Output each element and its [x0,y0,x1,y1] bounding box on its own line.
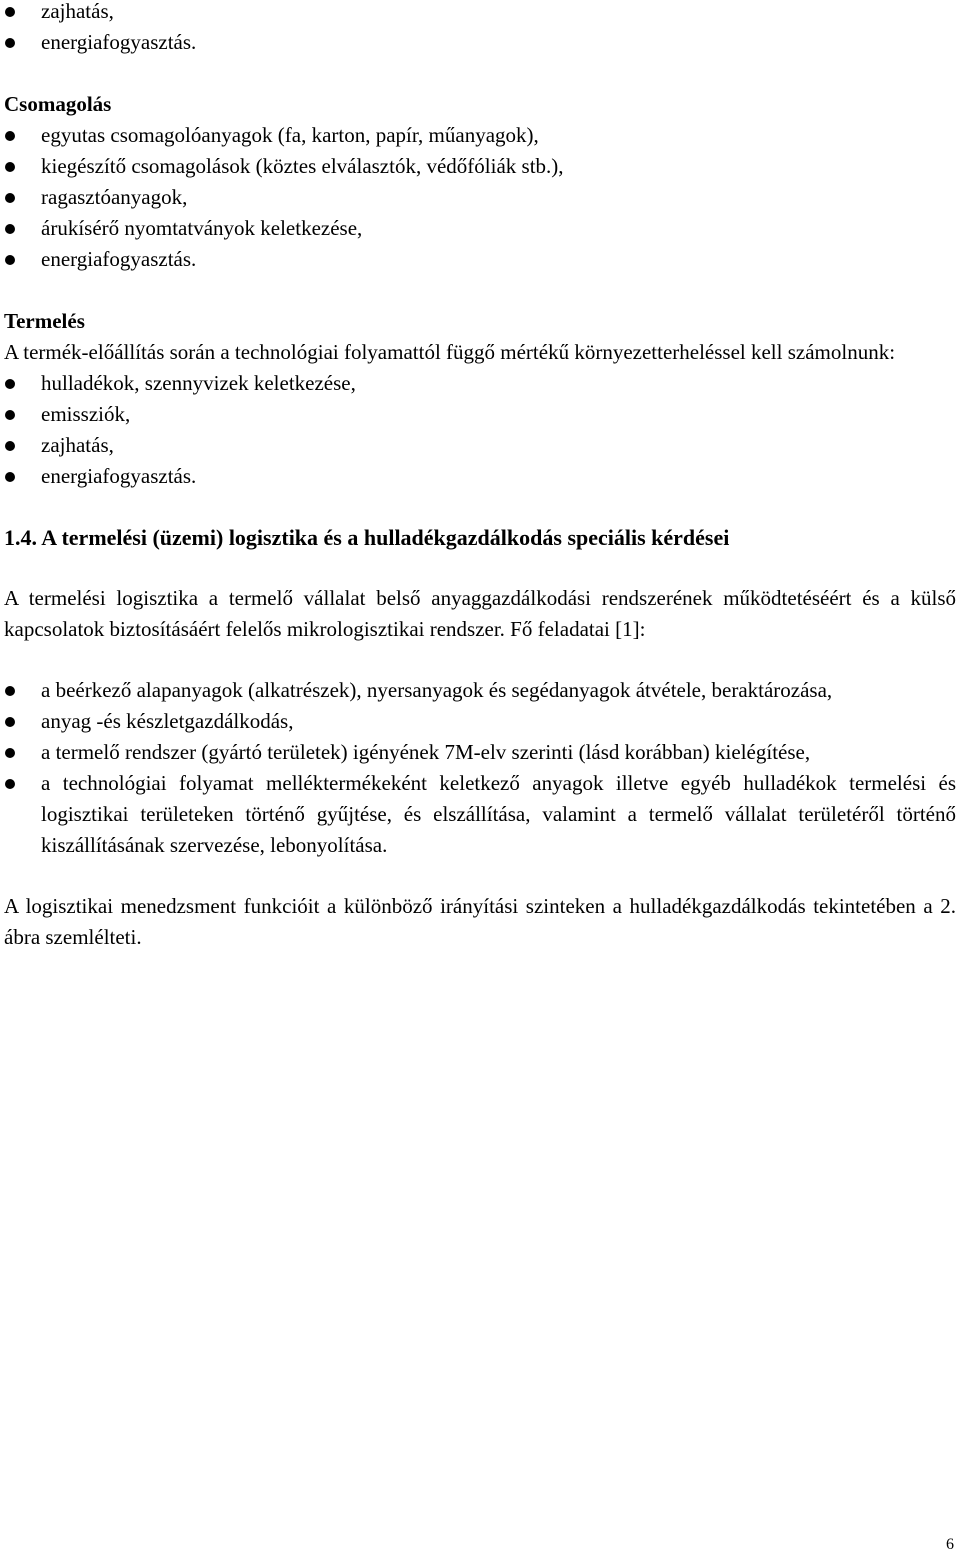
page-number: 6 [946,1536,954,1553]
top-bullet-list [4,0,956,58]
list-item: kiegészítő csomagolások (köztes elválasztók, védőfóliák stb.), [4,151,956,182]
list-item: zajhatás, [4,430,956,461]
closing-paragraph: A logisztikai menedzsment funkcióit a különböző irányítási szinteken a hulladékgazdálkodás tekintetében a 2. ábra szemlélteti. [4,894,956,949]
list-item: a technológiai folyamat melléktermékeként keletkező anyagok illetve egyéb hulladékok termelési és logisztikai területeken történő gyűjtése, és elszállítása, valamint a termelő vállalat területéről történő kiszállításának szervezése, lebonyolítása. [4,768,956,861]
section-task-list [4,675,956,861]
list-item: a termelő rendszer (gyártó területek) igényének 7M-elv szerinti (lásd korábban) kielégítése, [4,737,956,768]
section-paragraph: A termelési logisztika a termelő vállalat belső anyaggazdálkodási rendszerének működtetéséért és a külső kapcsolatok biztosításáért felelős mikrologisztikai rendszer. Fő feladatai [1]: [4,586,956,641]
list-item: anyag -és készletgazdálkodás, [4,706,956,737]
list-item: egyutas csomagolóanyagok (fa, karton, papír, műanyagok), [4,120,956,151]
termeles-intro: A termék-előállítás során a technológiai folyamattól függő mértékű környezetterheléssel kell számolnunk: [4,340,896,364]
csomagolas-heading: Csomagolás [4,92,112,116]
list-item: energiafogyasztás. [4,461,956,492]
list-item: emissziók, [4,399,956,430]
list-item: energiafogyasztás. [4,27,956,58]
list-item: zajhatás, [4,0,956,27]
list-item: energiafogyasztás. [4,244,956,275]
termeles-heading: Termelés [4,309,85,333]
list-item: hulladékok, szennyvizek keletkezése, [4,368,956,399]
termeles-list [4,368,956,492]
list-item: árukísérő nyomtatványok keletkezése, [4,213,956,244]
list-item: a beérkező alapanyagok (alkatrészek), nyersanyagok és segédanyagok átvétele, beraktározása, [4,675,956,706]
csomagolas-list [4,120,956,275]
list-item: ragasztóanyagok, [4,182,956,213]
section-title: 1.4. A termelési (üzemi) logisztika és a hulladékgazdálkodás speciális kérdései [4,525,730,550]
